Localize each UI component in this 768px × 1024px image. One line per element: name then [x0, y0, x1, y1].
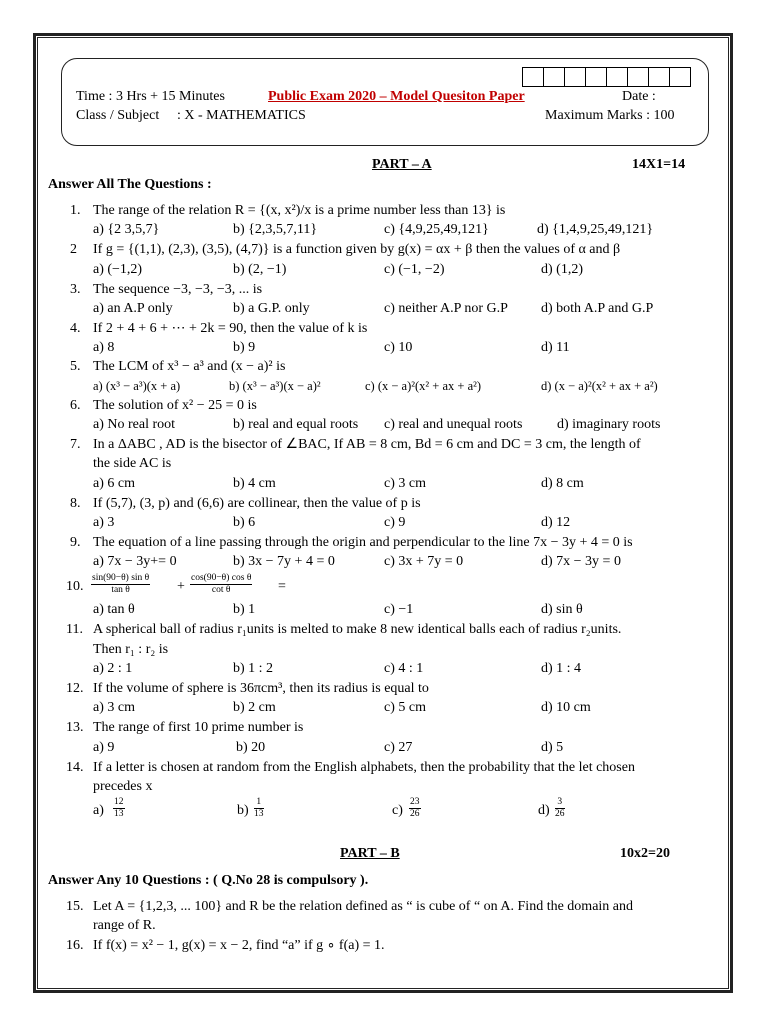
question-text-continued: range of R. — [93, 918, 156, 933]
option-b: b) a G.P. only — [233, 301, 310, 316]
option-d: d) 8 cm — [541, 476, 584, 491]
option-c: c) −1 — [384, 602, 414, 617]
question-text-continued: precedes x — [93, 779, 153, 794]
fraction-denominator: cot θ — [211, 585, 231, 595]
option-c: c) 3x + 7y = 0 — [384, 554, 464, 569]
option-c: c) 4 : 1 — [384, 661, 424, 676]
option-c: c) (−1, −2) — [384, 262, 445, 277]
option-a: a) an A.P only — [93, 301, 173, 316]
question-number: 12. — [66, 681, 84, 696]
register-box — [522, 67, 545, 87]
option-d-fraction — [555, 797, 565, 820]
option-a: a) (−1,2) — [93, 262, 143, 277]
question-number: 14. — [66, 760, 84, 775]
fraction-numerator: cos(90−θ) cos θ — [191, 573, 252, 583]
question-text: The LCM of x³ − a³ and (x − a)² is — [93, 359, 286, 374]
question-number: 6. — [70, 398, 81, 413]
question-text: If f(x) = x² − 1, g(x) = x − 2, find “a” if g ∘ f(a) = 1. — [93, 938, 385, 953]
option-a: a) 8 — [93, 340, 115, 355]
option-d-label: d) — [538, 803, 550, 818]
question-text: If 2 + 4 + 6 + ⋯ + 2k = 90, then the value of k is — [93, 321, 368, 336]
question-number: 8. — [70, 496, 81, 511]
option-d: d) imaginary roots — [557, 417, 661, 432]
part-a-marks: 14X1=14 — [632, 157, 686, 172]
option-c: c) 10 — [384, 340, 413, 355]
option-d: d) sin θ — [541, 602, 583, 617]
option-d: d) {1,4,9,25,49,121} — [537, 222, 654, 237]
exam-date-label: Date : — [622, 89, 656, 104]
fraction-denominator: 13 — [254, 809, 264, 819]
register-box — [669, 67, 692, 87]
question-text: If the volume of sphere is 36πcm³, then its radius is equal to — [93, 681, 429, 696]
exam-title: Public Exam 2020 – Model Quesiton Paper — [268, 89, 525, 104]
register-box — [543, 67, 566, 87]
fraction-cos-over-cot — [190, 573, 252, 596]
part-b-marks: 10x2=20 — [620, 846, 670, 861]
register-box — [564, 67, 587, 87]
option-c: c) {4,9,25,49,121} — [384, 222, 489, 237]
option-d: d) (1,2) — [541, 262, 583, 277]
fraction-denominator: tan θ — [111, 585, 130, 595]
option-a: a) (x³ − a³)(x + a) — [93, 379, 181, 393]
option-b: b) 1 : 2 — [233, 661, 274, 676]
option-a: a) 6 cm — [93, 476, 135, 491]
exam-time: Time : 3 Hrs + 15 Minutes — [76, 89, 225, 104]
option-a: a) 3 — [93, 515, 115, 530]
question-number: 1. — [70, 203, 81, 218]
option-b: b) 3x − 7y + 4 = 0 — [233, 554, 335, 569]
fraction-numerator: 23 — [410, 797, 420, 807]
option-a: a) No real root — [93, 417, 176, 432]
question-number: 9. — [70, 535, 81, 550]
question-number: 15. — [66, 899, 84, 914]
option-c: c) (x − a)²(x² + ax + a²) — [365, 379, 482, 393]
question-text: If g = {(1,1), (2,3), (3,5), (4,7)} is a function given by g(x) = αx + β then the values of α and β — [93, 242, 621, 257]
question-number: 4. — [70, 321, 81, 336]
question-text: The sequence −3, −3, −3, ... is — [93, 282, 263, 297]
option-c: c) neither A.P nor G.P — [384, 301, 508, 316]
option-a: a) {2 3,5,7} — [93, 222, 160, 237]
fraction-denominator: 26 — [410, 809, 420, 819]
fraction-numerator: sin(90−θ) sin θ — [92, 573, 150, 583]
option-b: b) 9 — [233, 340, 256, 355]
option-a-fraction — [113, 797, 125, 820]
question-number: 13. — [66, 720, 84, 735]
option-c: c) 9 — [384, 515, 406, 530]
class-label: Class / Subject — [76, 108, 160, 123]
fraction-numerator: 3 — [555, 797, 565, 809]
option-d: d) (x − a)²(x² + ax + a²) — [541, 379, 658, 393]
fraction-numerator: 12 — [114, 797, 124, 807]
option-c-label: c) — [392, 803, 403, 818]
option-b: b) 20 — [236, 740, 266, 755]
option-a: a) tan θ — [93, 602, 135, 617]
register-number-boxes — [523, 67, 691, 87]
equals-sign: = — [278, 579, 286, 594]
option-b: b) 1 — [233, 602, 256, 617]
option-b: b) {2,3,5,7,11} — [233, 222, 318, 237]
register-box — [585, 67, 608, 87]
question-text: A spherical ball of radius r₁units is melted to make 8 new identical balls each of radius r₂units. — [93, 622, 622, 637]
question-number: 11. — [66, 622, 83, 637]
fraction-numerator: 1 — [254, 797, 264, 809]
part-b-instruction: Answer Any 10 Questions : ( Q.No 28 is compulsory ). — [48, 873, 369, 888]
option-a: a) 7x − 3y+= 0 — [93, 554, 177, 569]
option-b: b) 4 cm — [233, 476, 276, 491]
option-c-fraction — [409, 797, 421, 820]
plus-sign: + — [177, 579, 185, 594]
option-b: b) 6 — [233, 515, 256, 530]
question-number: 7. — [70, 437, 81, 452]
question-number: 3. — [70, 282, 81, 297]
class-value: : X - MATHEMATICS — [177, 108, 306, 123]
question-number: 2 — [70, 242, 77, 257]
option-d: d) both A.P and G.P — [541, 301, 654, 316]
option-a-label: a) — [93, 803, 104, 818]
option-b: b) 2 cm — [233, 700, 276, 715]
question-text-continued: the side AC is — [93, 456, 172, 471]
option-c: c) 27 — [384, 740, 413, 755]
question-text: The range of the relation R = {(x, x²)/x is a prime number less than 13} is — [93, 203, 506, 218]
question-text: In a ΔABC , AD is the bisector of ∠BAC, If AB = 8 cm, Bd = 6 cm and DC = 3 cm, the length of — [93, 437, 641, 452]
maximum-marks: Maximum Marks : 100 — [545, 108, 675, 123]
option-a: a) 9 — [93, 740, 115, 755]
option-b: b) (2, −1) — [233, 262, 287, 277]
question-text: The solution of x² − 25 = 0 is — [93, 398, 257, 413]
part-a-title: PART – A — [372, 157, 432, 172]
fraction-denominator: 26 — [555, 809, 565, 819]
option-c: c) 3 cm — [384, 476, 426, 491]
option-d: d) 1 : 4 — [541, 661, 582, 676]
option-a: a) 3 cm — [93, 700, 135, 715]
fraction-denominator: 13 — [114, 809, 124, 819]
option-d: d) 10 cm — [541, 700, 591, 715]
option-b: b) (x³ − a³)(x − a)² — [229, 379, 321, 393]
option-d: d) 5 — [541, 740, 564, 755]
option-c: c) real and unequal roots — [384, 417, 523, 432]
option-d: d) 12 — [541, 515, 571, 530]
question-number: 10. — [66, 579, 84, 594]
question-text: The range of first 10 prime number is — [93, 720, 304, 735]
question-text-continued: Then r₁ : r₂ is — [93, 642, 169, 657]
question-text: The equation of a line passing through the origin and perpendicular to the line 7x − 3y + 4 = 0 is — [93, 535, 633, 550]
question-number: 5. — [70, 359, 81, 374]
question-number: 16. — [66, 938, 84, 953]
part-a-instruction: Answer All The Questions : — [48, 177, 212, 192]
register-box — [648, 67, 671, 87]
register-box — [627, 67, 650, 87]
fraction-sin-over-tan — [91, 573, 150, 596]
option-c: c) 5 cm — [384, 700, 426, 715]
option-b: b) real and equal roots — [233, 417, 359, 432]
option-a: a) 2 : 1 — [93, 661, 133, 676]
option-b-fraction — [254, 797, 264, 820]
part-b-title: PART – B — [340, 846, 400, 861]
question-text: If (5,7), (3, p) and (6,6) are collinear, then the value of p is — [93, 496, 421, 511]
register-box — [606, 67, 629, 87]
option-d: d) 7x − 3y = 0 — [541, 554, 621, 569]
option-d: d) 11 — [541, 340, 570, 355]
question-text: If a letter is chosen at random from the English alphabets, then the probability that the let chosen — [93, 760, 635, 775]
option-b-label: b) — [237, 803, 249, 818]
question-text: Let A = {1,2,3, ... 100} and R be the relation defined as “ is cube of “ on A. Find the domain and — [93, 899, 634, 914]
